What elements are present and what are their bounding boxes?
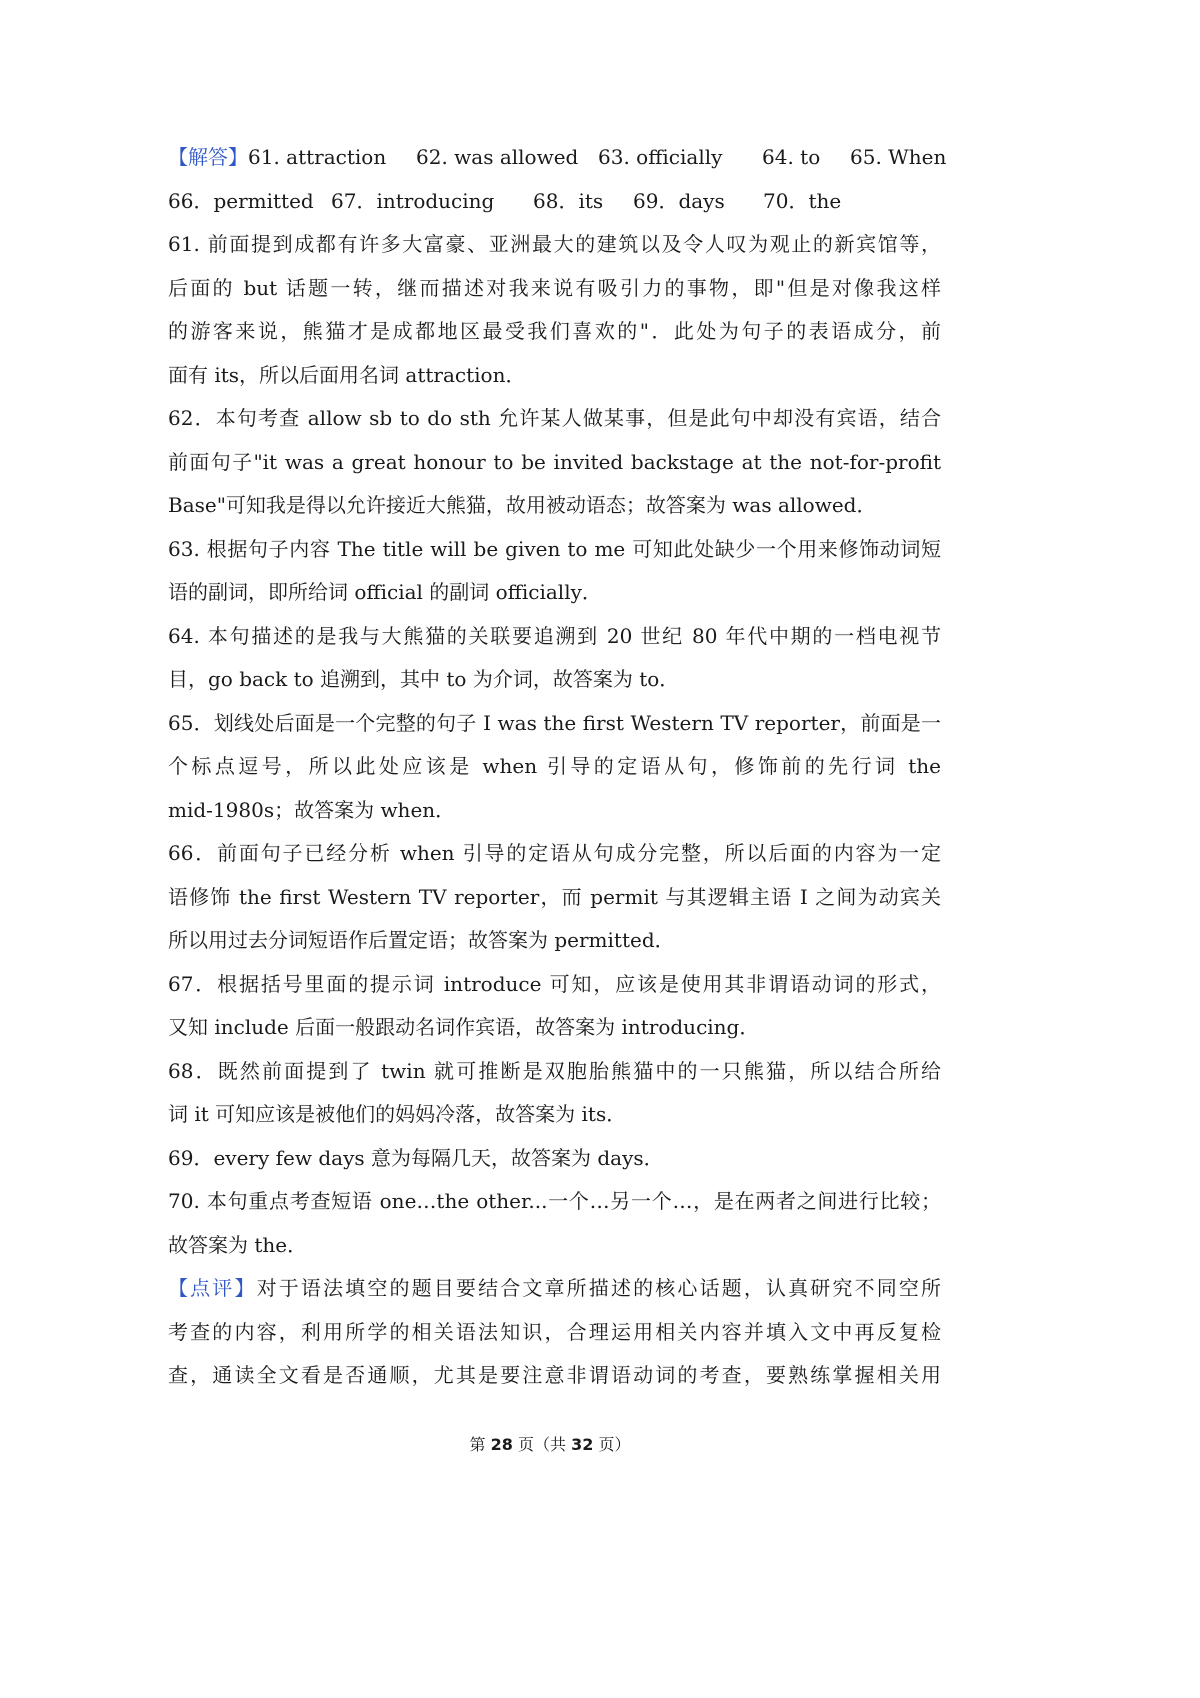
answer-item-64: 64. to [762, 145, 821, 169]
answer-item-67: 67．introducing [331, 188, 495, 213]
answer-tag: 【解答】 [168, 145, 248, 169]
explanation-68: 68．既然前面提到了 twin 就可推断是双胞胎熊猫中的一只熊猫，所以结合所给 词 it 可知应该是被他们的妈妈冷落，故答案为 its． [168, 1058, 941, 1126]
explanation-69: 69．every few days 意为每隔几天，故答案为 days． [168, 1145, 664, 1170]
explanation-70: 70. 本句重点考查短语 one…the other...一个…另一个…，是在两者之间进行比较； 故答案为 the． [168, 1189, 941, 1257]
answer-item-70: 70．the [763, 188, 842, 213]
answer-item-66: 66．permitted [168, 188, 314, 213]
explanation-61: 61. 前面提到成都有许多大富豪、亚洲最大的建筑以及令人叹为观止的新宾馆等， 后面的 but 话题一转，继而描述对我来说有吸引力的事物，即"但是对像我这样 的游客来说，熊猫才是成都地区最受我们喜欢的"．此处为句子的表语成分，前 面有 its，所以后面用名词 attraction． [168, 232, 941, 387]
answer-item-63: 63. officially [598, 145, 723, 169]
answer-item-68: 68．its [533, 188, 604, 213]
explanation-64: 64. 本句描述的是我与大熊猫的关联要追溯到 20 世纪 80 年代中期的一档电视节 目，go back to 追溯到，其中 to 为介词，故答案为 to． [168, 623, 941, 691]
answer-item-62: 62. was allowed [416, 145, 579, 169]
answer-item-61: 【解答】61. attraction [168, 145, 387, 169]
explanation-67: 67．根据括号里面的提示词 introduce 可知，应该是使用其非谓语动词的形式， 又知 include 后面一般跟动名词作宾语，故答案为 introducing． [168, 971, 941, 1039]
explanation-63: 63. 根据句子内容 The title will be given to me 可知此处缺少一个用来修饰动词短 语的副词，即所给词 official 的副词 officially． [168, 536, 941, 604]
page-total: 32 [571, 1435, 594, 1454]
explanation-62: 62．本句考查 allow sb to do sth 允许某人做某事，但是此句中却没有宾语，结合 前面句子"it was a great honour to be invited backstage at the not-for-profit Base"可知我是得以允许接近大熊猫，故用被动语态；故答案为 was allowed． [168, 406, 941, 517]
explanation-65: 65．划线处后面是一个完整的句子 I was the first Western TV reporter，前面是一 个标点逗号，所以此处应该是 when 引导的定语从句，修饰前的先行词 the mid-1980s；故答案为 when． [168, 710, 941, 822]
comment-tag: 【点评】 [168, 1276, 257, 1300]
explanation-66: 66．前面句子已经分析 when 引导的定语从句成分完整，所以后面的内容为一定 语修饰 the first Western TV reporter，而 permit 与其逻辑主语 I 之间为动宾关 所以用过去分词短语作后置定语；故答案为 permitted． [168, 841, 941, 952]
answer-item-69: 69．days [633, 188, 725, 213]
page-footer: 第 28 页（共 32 页） [469, 1435, 631, 1454]
answer-item-65: 65. When [850, 145, 947, 169]
page-number: 28 [490, 1435, 513, 1454]
answer-row-1 [168, 136, 947, 180]
answer-content [168, 136, 947, 1398]
comment-section: 【点评】对于语法填空的题目要结合文章所描述的核心话题，认真研究不同空所 考查的内容，利用所学的相关语法知识，合理运用相关内容并填入文中再反复检 查，通读全文看是否通顺，尤其是要注意非谓语动词的考查，要熟练掌握相关用 [168, 1276, 941, 1387]
answer-row-2 [168, 180, 941, 224]
